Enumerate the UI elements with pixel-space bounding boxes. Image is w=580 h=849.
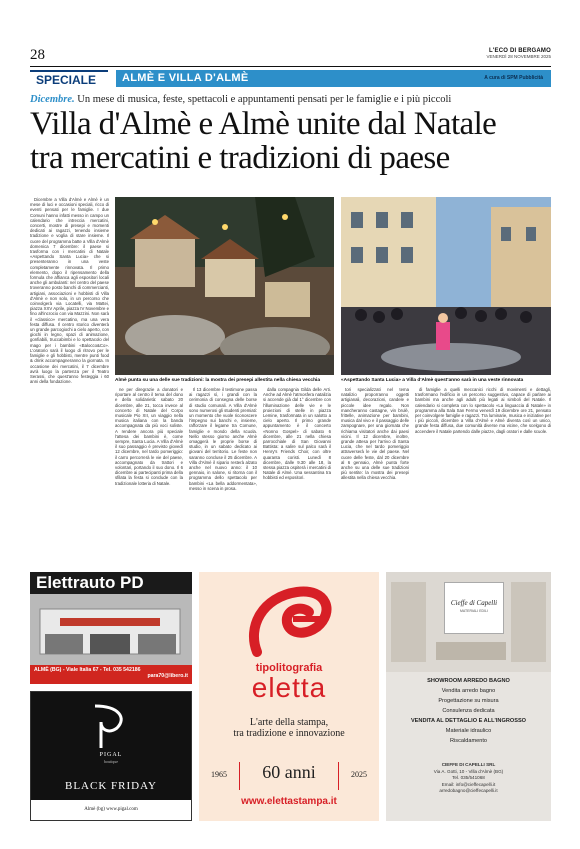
page-number: 28 [30, 47, 45, 63]
pigal-logo-icon [81, 702, 143, 752]
tipolitografia-anniversary: 1965 60 anni 2025 [211, 762, 367, 790]
section-label: SPECIALE [30, 70, 108, 87]
cieffe-services: SHOWROOM ARREDO BAGNO Vendita arredo bagno Progettazione su misura Consulenza dedicata VENDITA AL DETTAGLIO E ALL'INGROSSO Materiale idraulico Riscaldamento [410, 678, 527, 744]
masthead-date: VENERDÌ 28 NOVEMBRE 2025 [486, 54, 551, 59]
tipolitografia-tagline: L'arte della stampa, tra tradizione e innovazione [233, 717, 345, 739]
article-column-4: dalla compagnia Gilda delle Arti. Anche ad Almè l'atmosfera natalizia si accende già dal 1° dicembre con l'illuminazione delle vie e le proiezioni di stelle in piazza Lemine, trasformata in un salotto a cielo aperto. Il primo grande appuntamento è il concerto «Nonno Gospel» di sabato 6 dicembre, alle 21 nella chiesa parrocchiale di San Giovanni Battista: a salire sul palco sarà il Henry's Friends Choir, con oltre quaranta coristi. Lunedì 8 dicembre, dalle 9.30 alle 18, la stessa piazza ospiterà i mercatini di Natale di Almè. Una sessantina tra hobbisti ed espositori. [263, 387, 331, 481]
elettrauto-contact: ALMÈ (BG) - Viale Italia 67 - Tel. 035 542186 para70@libero.it [30, 665, 192, 684]
article-column-1: Dicembre a Villa d'Almè e Almè è un mese di luci e occasioni speciali, ricco di eventi pensati per le famiglie. I due Comuni hanno infatti messo in campo un calendario che intreccia mercatini, concerti, mostre di presepi e momenti dedicati ai ragazzi, tenendo insieme tradizione e voglia di stare insieme. Il cuore del programma batte a Villa d'Almè domenica 7 dicembre: il paese si trasforma con i mercatini di Natale «Aspettando Santa Lucia» che si presenteranno in una veste completamente rinnovata. Il primo elemento, dopo il ripensamento della formula che affianca agli espositori locali anche gli ambulanti: nel centro del paese troveranno posto banchi di commercianti, artigiani, associazioni e hobbisti di Villa d'Almè e non solo, in un percorso che coinvolgerà via Locatelli, via Mattei, piazza XXV Aprile, piazza IV Novembre e fino all'incrocio con via Mazzini. Non sarà il «classico» mercatino, ma una vera festa diffusa. Il centro storico diventerà un grande parcogiochi a cielo aperto, con giochi in legno, spazi di animazione, gonfiabili, truccabimbi e lo spettacolo del mago per i bambini «Balocco&Co». L'oratorio sarà il luogo di ritrovo per le famiglie e gli hobbisti, mentre punti food & drink accompagneranno la giornata. In occasione dei mercatini, il 7 dicembre avrà luogo la partenza per il Teatro Serassi, che quest'anno festeggia i 60 anni della fondazione. [30, 197, 109, 385]
article-kicker: Dicembre. Un mese di musica, feste, spettacoli e appuntamenti pensati per le famiglie e i più piccoli [30, 94, 452, 105]
article-column-5: tori specializzati nel tema natalizio proporranno oggetti artigianali, decorazioni, candele e piccole idee regalo. Non mancheranno castagne, vin brulè, frittelle, animazione per bambini, musica dal vivo e il passaggio delle zampognare, per una giornata che richiama visitatori anche dai paesi vicini. Il 12 dicembre, inoltre, grande attesa per l'arrivo di Santa Lucia, che nel tardo pomeriggio attraverserà le vie del paese. Nel cuore delle feste, dal 20 dicembre al 6 gennaio, Almè punta forte anche su una delle sue tradizioni più sentite: la mostra dei presepi allestita nella chiesa vecchia. [341, 387, 409, 481]
tipolitografia-brand-top: tipolitografia [255, 662, 323, 674]
article-column-2: ne per diregrazie a donatori e riportare al centro il tema del dono e della solidarietà: sabato 20 dicembre, alle 21, tocca invece al concerto di Natale del Corpo musicale Pio XII, un viaggio nella musica italiana con la banda accompagnata da più voci soliste. A rendere ancora più speciale l'attesa dei bambini è, come sempre, Santa Lucia. A Villa d'Almè il suo passaggio è previsto giovedì 12 dicembre, nel tardo pomeriggio: il carro percorrerà le vie del paese, accompagnato da trattori e volontari, portando il suo dono. Il 6 dicembre ai partecipanti prima della sfilata la festa si conclude con la tradizionale lotteria di Natale. [115, 387, 183, 486]
masthead [486, 48, 551, 59]
ad-pigal [30, 691, 192, 821]
masthead-name: L'ECO DI BERGAMO [489, 48, 551, 54]
tipolitografia-logo-icon [237, 582, 341, 662]
photo-caption-left: Almè punta su una delle sue tradizioni: la mostra dei presepi allestita nella chiesa vecchia [115, 378, 321, 383]
elettrauto-name: Elettrauto PD [30, 572, 192, 594]
tipolitografia-brand: eletta [251, 672, 327, 703]
pigal-footer: Almè (bg) www.pigal.com [31, 800, 191, 820]
section-title: ALMÈ E VILLA D'ALMÈ [122, 72, 249, 84]
photo-presepi [115, 197, 334, 375]
top-rule [30, 66, 551, 67]
pigal-sub: boutique [104, 759, 118, 764]
section-bar [30, 70, 551, 87]
section-credit: A cura di SPM Pubblicità [484, 75, 543, 81]
ad-cieffe [386, 572, 551, 821]
article-column-3: Il 13 dicembre il testimone passa ai ragazzi sì, i grandi con la cerimonia di consegna delle borse di studio comunali. A Villa d'Almè sono numerosi gli studenti premiati: un momento che vuole riconoscere l'impegno sui banchi e, insieme, rafforzare il legame tra Comune, famiglie e mondo della scuola. Nello stesso giorno anche Almè omaggerà le proprie borse di studio, in un sabato dedicato ai giovani del territorio. Le feste non saranno concluse il 25 dicembre. A Villa d'Almè il sipario resterà alzato anche nel nuovo anno: il 10 gennaio, in salone, si ritorna con il programma dello spettacolo per bambini «La bella addormentata», messo in scena in prosa. [189, 387, 257, 491]
pigal-event: BLACK FRIDAY [65, 780, 157, 792]
photo-santa-lucia [341, 197, 551, 375]
photo-caption-right: «Aspettando Santa Lucia» a Villa d'Almè quest'anno sarà in una veste rinnovata [341, 378, 524, 383]
article-headline: Villa d'Almè e Almè unite dal Natale tra mercatini e tradizioni di paese [30, 106, 497, 176]
cieffe-logo: Cieffe di Capelli MATERIALI EDILI [444, 582, 504, 634]
section-band [116, 70, 551, 87]
cieffe-contacts: CIEFFE DI CAPELLI SRL Via A. Gotti, 10 - Villa d'Almè (BG) Tel. 035/541068 Email: info@cieffecapelli.it arredobagno@cieffecapelli.it [433, 762, 504, 793]
ad-tipolitografia [199, 572, 379, 821]
tipolitografia-website[interactable]: www.elettastampa.it [241, 796, 337, 807]
article-column-6: di famiglie a quelli meccanici ricchi di movimenti e dettagli, trasformano l'edificio in un percorso suggestivo, capace di parlare ai bambini ma anche agli adulti più legati ai simboli del Natale. Il calendario si completa con lo spettacolo «La linguaccia di Natale» in programma alla Sala San Fermo venerdì 19 dicembre ore 21, pensato per coinvolgere famiglie e ragazzi. Tra luminarie, musica e iniziative per i più piccoli, dicembre a Villa d'Almè e Almè diventa così un unico, grande festa diffusa, due comunità diverse ma vicine, che scelgono di accendere il Natale partendo dalle piazze, dagli oratori e dalle scuole. [415, 387, 551, 434]
ad-elettrauto [30, 572, 192, 684]
pigal-brand: PIGAL [99, 752, 123, 758]
